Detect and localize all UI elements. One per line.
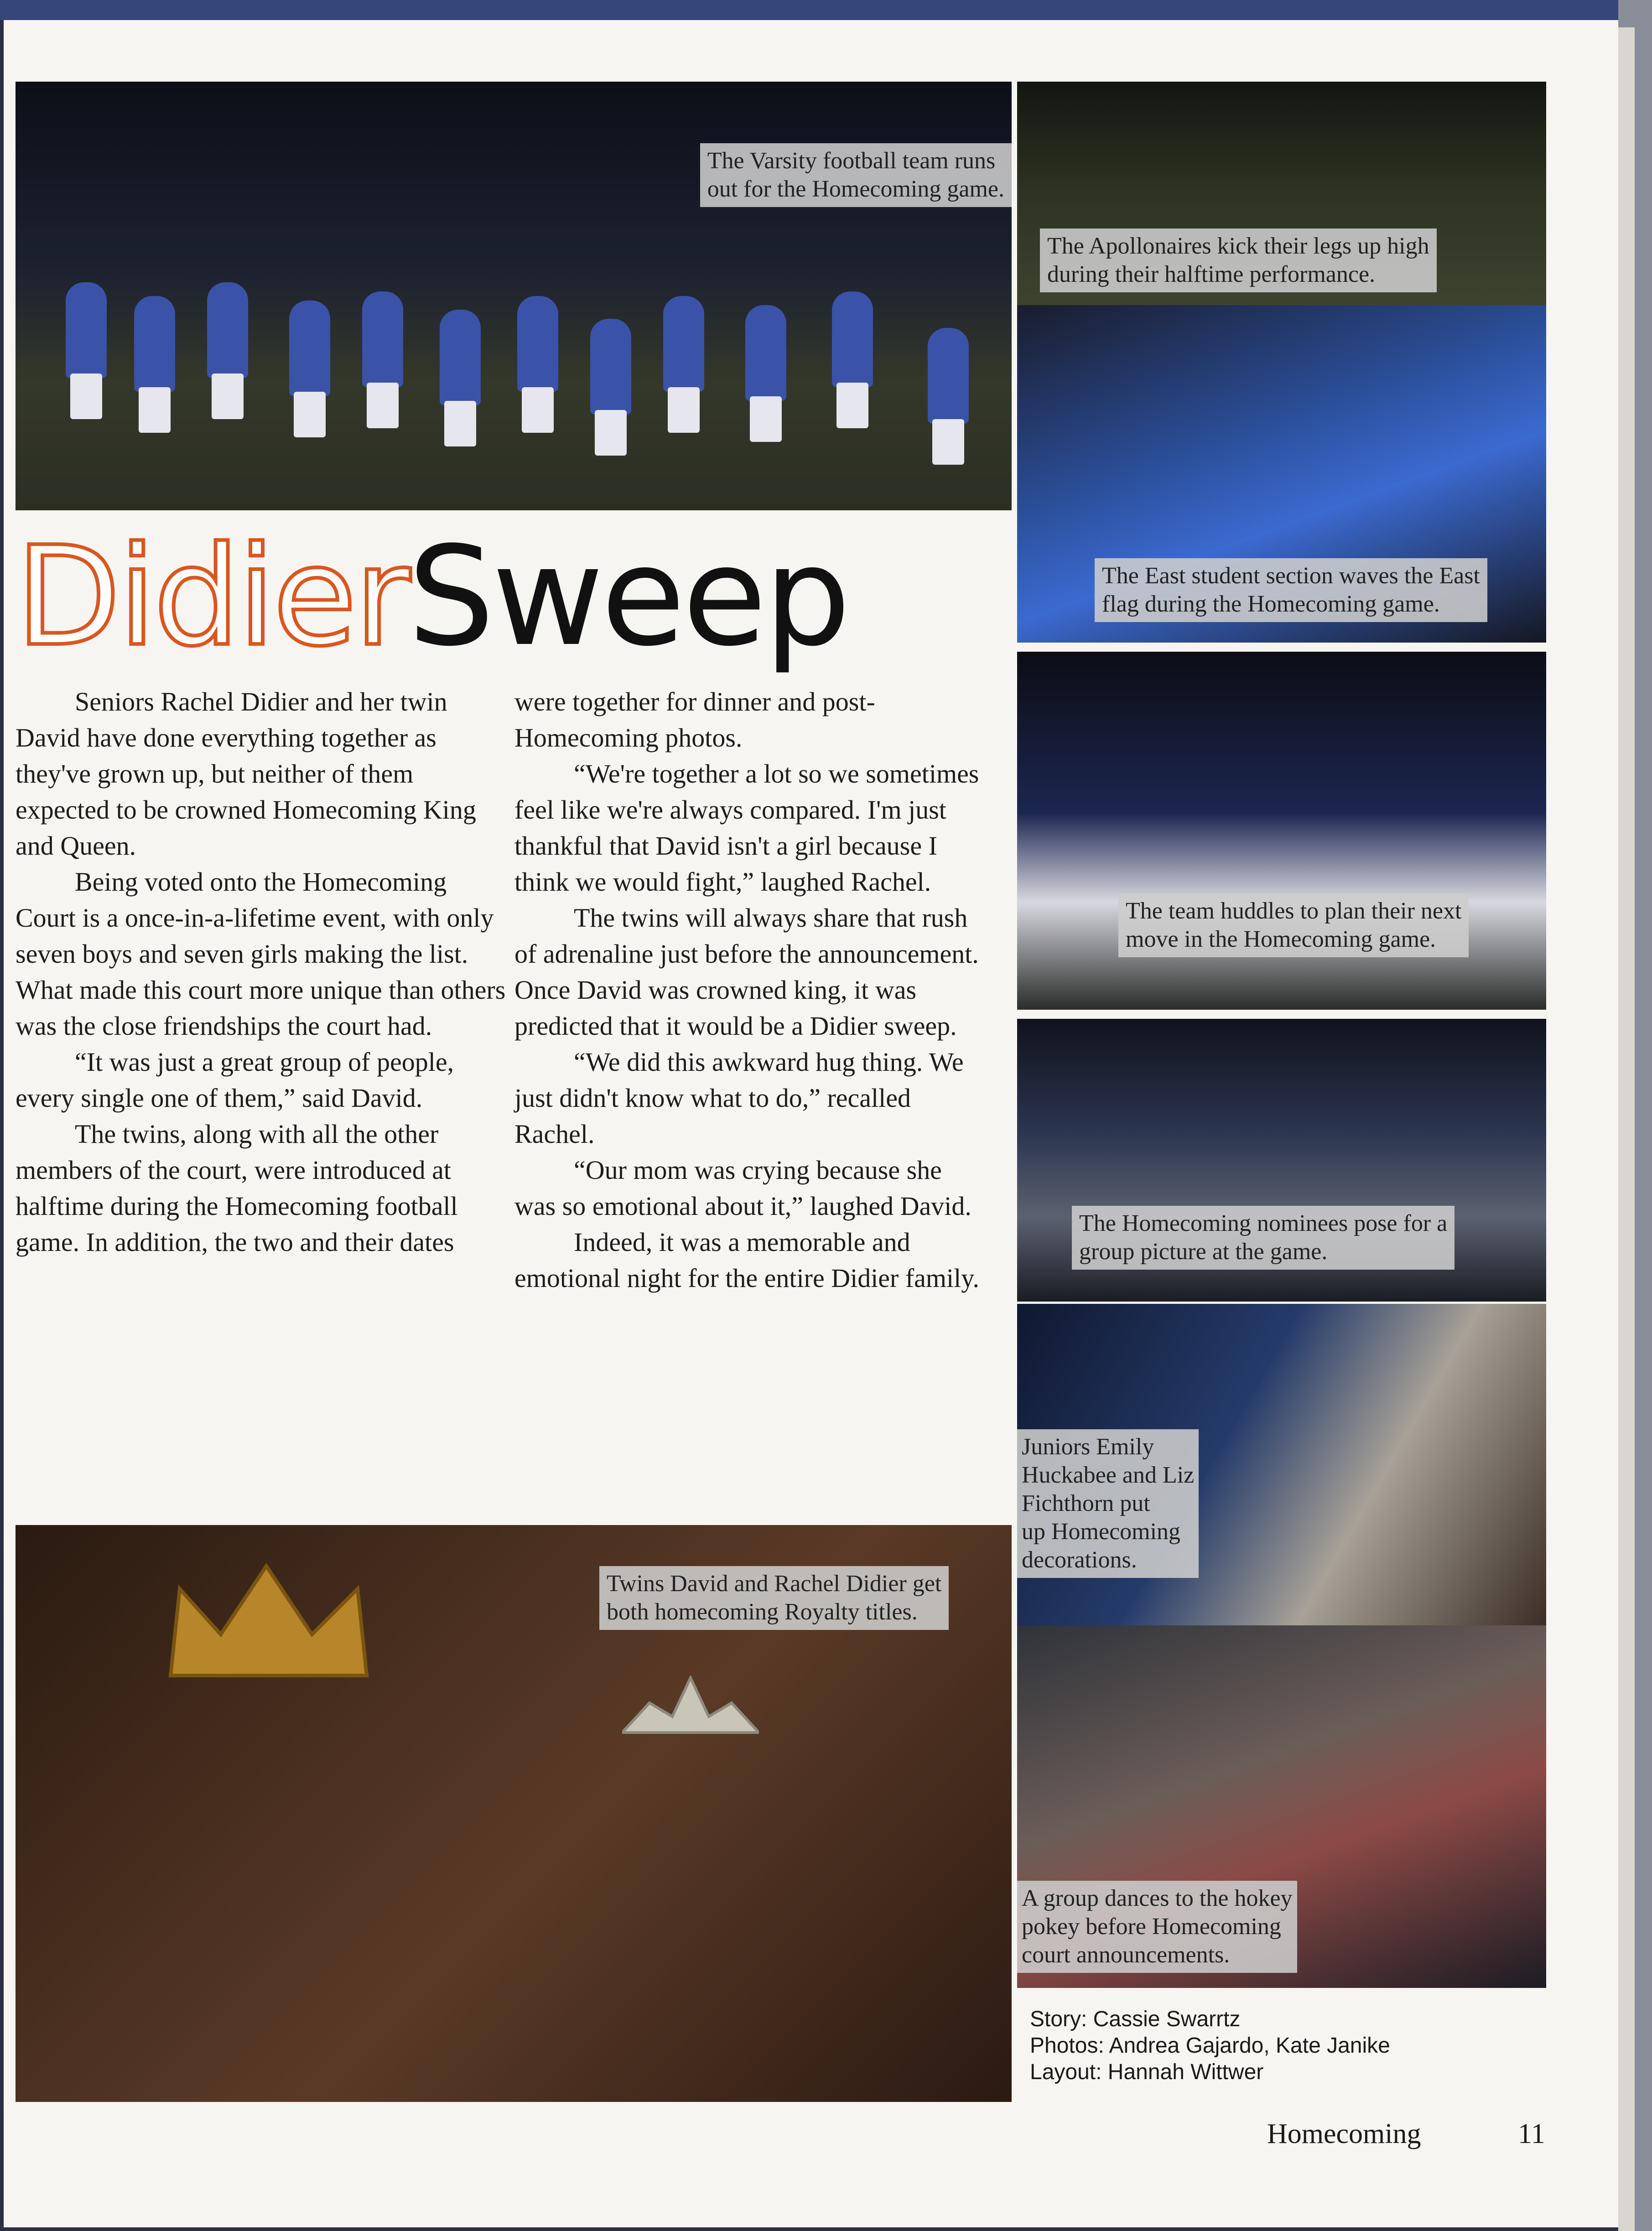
page-edge <box>1618 27 1635 2231</box>
photo-apollonaires <box>1017 82 1546 305</box>
credit-photos: Photos: Andrea Gajardo, Kate Janike <box>1030 2034 1390 2058</box>
headline-didier: Didier <box>16 517 408 676</box>
caption-nominees: The Homecoming nominees pose for a group picture at the game. <box>1072 1206 1455 1270</box>
story-paragraph: The twins, along with all the other members of the court, were introduced at halftime during the Homecoming football game. In addition, the two and their dates <box>16 1119 458 1257</box>
story-paragraph: “We did this awkward hug thing. We just didn't know what to do,” recalled Rachel. <box>514 1047 964 1149</box>
photo-homecoming-nominees <box>1017 1019 1546 1302</box>
photo-football-team <box>16 82 1012 510</box>
story-paragraph: “We're together a lot so we sometimes feel like we're always compared. I'm just thankful that David isn't a girl because I think we would fight,” laughed Rachel. <box>514 759 979 897</box>
photo-king-and-queen <box>16 1525 1012 2102</box>
caption-huddle: The team huddles to plan their next move in the Homecoming game. <box>1118 893 1469 957</box>
queen-tiara-icon <box>622 1676 759 1735</box>
story-column-1 <box>16 684 508 1260</box>
story-paragraph: The twins will always share that rush of adrenaline just before the announcement. Once David was crowned king, it was predicted that it would be a Didier sweep. <box>514 903 979 1041</box>
photo-juniors-decorations <box>1017 1304 1546 1625</box>
folio-section: Homecoming <box>1267 2118 1421 2149</box>
caption-football: The Varsity football team runs out for the Homecoming game. <box>700 143 1012 207</box>
caption-student-section: The East student section waves the East flag during the Homecoming game. <box>1095 558 1487 622</box>
king-crown-icon <box>166 1562 371 1680</box>
yearbook-page <box>4 20 1618 2227</box>
story-paragraph: were together for dinner and post-Homecoming photos. <box>514 687 875 752</box>
folio-page-number: 11 <box>1518 2118 1545 2149</box>
story-column-2 <box>514 684 984 1296</box>
caption-dance: A group dances to the hokey pokey before Homecoming court announcements. <box>1017 1881 1297 1973</box>
headline <box>16 517 848 676</box>
headline-sweep: Sweep <box>408 517 848 676</box>
credit-layout: Layout: Hannah Wittwer <box>1030 2060 1264 2084</box>
caption-royalty: Twins David and Rachel Didier get both homecoming Royalty titles. <box>599 1566 949 1630</box>
photo-student-section <box>1017 305 1546 643</box>
story-paragraph: Being voted onto the Homecoming Court is a once-in-a-lifetime event, with only seven boys and seven girls making the list. What made this court more unique than others was the close friendships the court had. <box>16 867 506 1041</box>
caption-apollonaires: The Apollonaires kick their legs up high during their halftime performance. <box>1040 228 1437 292</box>
caption-juniors: Juniors Emily Huckabee and Liz Fichthorn put up Homecoming decorations. <box>1017 1429 1199 1578</box>
credit-story: Story: Cassie Swarrtz <box>1030 2007 1241 2031</box>
photo-team-huddle <box>1017 652 1546 1010</box>
credits <box>1030 2006 1390 2086</box>
story-paragraph: Indeed, it was a memorable and emotional night for the entire Didier family. <box>514 1227 979 1293</box>
page-top-edge <box>0 0 1652 20</box>
story-paragraph: Seniors Rachel Didier and her twin David have done everything together as they've grown up, but neither of them expected to be crowned Homecoming King and Queen. <box>16 687 476 861</box>
photo-hokey-pokey-dance <box>1017 1625 1546 1988</box>
story-paragraph: “Our mom was crying because she was so emotional about it,” laughed David. <box>514 1155 971 1221</box>
story-paragraph: “It was just a great group of people, every single one of them,” said David. <box>16 1047 454 1113</box>
